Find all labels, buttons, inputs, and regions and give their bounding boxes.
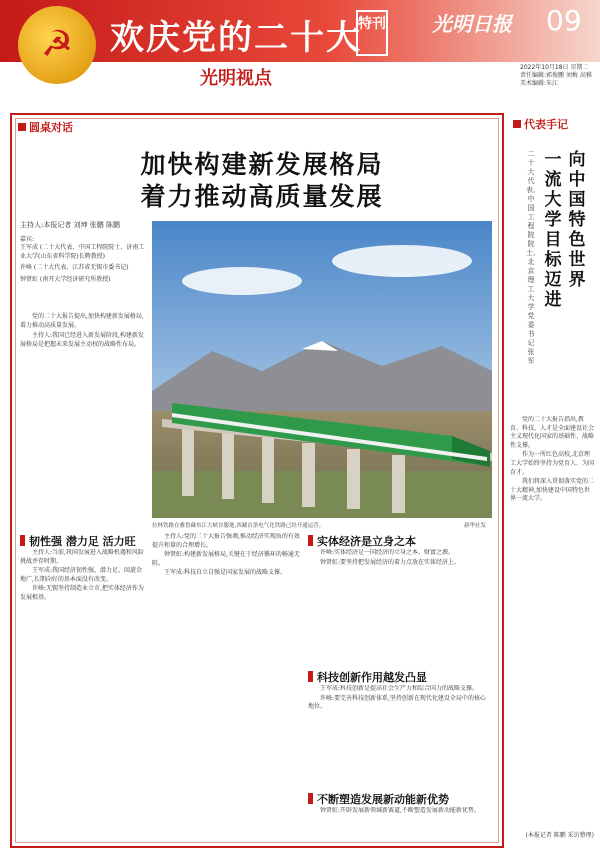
railway-photo-image (152, 221, 492, 518)
photo-credit: 新华社发 (464, 523, 487, 529)
intro-paragraph: 党的二十大报告提出,加快构建新发展格局,着力推动高质量发展。 (20, 313, 144, 329)
square-bullet-icon (18, 123, 26, 131)
section-body: 主持人:当前,我国发展进入战略机遇和风险挑战并存时期。 王军成:我国经济韧性强、潜力足、回旋余地广,长期向好的基本面没有改变。 许峰:无锡坚持制造业立市,把实体经济作为发展根基。 (20, 549, 144, 601)
section-heading: 不断塑造发展新动能新优势 (308, 791, 449, 807)
intro-body (20, 313, 145, 351)
guest-label: 嘉宾: (20, 235, 35, 243)
editor-line: 责任编辑:郭俊鹏 刘梅 高雅 (520, 72, 592, 79)
section-body: 主持人:党的二十大报告强调,推动经济实现质的有效提升和量的合理增长。 钟贤虹:构建新发展格局,关键在于经济循环的畅通无阻。 王军成:科技自立自强是国家发展的战略支撑。 (152, 533, 300, 577)
railway-photo (152, 221, 492, 518)
special-issue-title: 欢庆党的二十大 (110, 18, 362, 58)
headline-line-2: 着力推动高质量发展 (140, 182, 384, 211)
guest-item: 王军成 (二十大代表、中国工程院院士、济南工业大学(山东省科学院)长聘教授) (20, 244, 145, 260)
section-heading: 韧性强 潜力足 活力旺 (20, 533, 136, 549)
section-subtitle: 光明视点 (200, 68, 272, 89)
guest-item: 许峰 (二十大代表、江苏省无锡市委书记) (20, 264, 129, 272)
special-tag: 特刊 (356, 10, 388, 56)
square-bullet-icon (513, 120, 521, 128)
guest-item: 钟贤虹 (南开大学经济研究所教授) (20, 275, 111, 283)
date-line: 2022年10月18日 星期二 (520, 64, 589, 71)
section-heading: 科技创新作用越发凸显 (308, 669, 427, 685)
host-line: 主持人:本报记者 刘坤 张鹏 陈鹏 (20, 221, 121, 229)
section-body: 王军成:科技创新是提高社会生产力和综合国力的战略支撑。 许峰:要完善科技创新体系,坚持创新在现代化建设全局中的核心地位。 (308, 685, 486, 711)
roundtable-article (10, 113, 504, 848)
article-intro (20, 221, 145, 288)
photo-caption: 拉林铁路在雅鲁藏布江大峡谷腹地,西藏首条电气化铁路已经开通运营。 (152, 523, 325, 529)
newspaper-masthead: 光明日报 (432, 12, 512, 36)
edition-meta (520, 64, 600, 88)
party-emblem-icon: ☭ (18, 6, 96, 84)
section-heading: 实体经济是立身之本 (308, 533, 416, 549)
column-byline: 二十大代表、中国工程院院士、北京理工大学党委书记 张军 (526, 150, 540, 365)
proof-line: 美术编辑:朱江 (520, 80, 559, 87)
column-note: (本报记者 陈鹏 采访整理) (525, 832, 594, 839)
intro-paragraph: 主持人:我国已经进入新发展阶段,构建新发展格局是把握未来发展主动权的战略性布局。 (20, 332, 144, 348)
column-title-line-2: 一流大学目标迈进 (544, 150, 562, 310)
column-title-line-1: 向中国特色世界 (568, 150, 586, 290)
page-number: 09 (546, 4, 582, 37)
column-tag: 圆桌对话 (18, 119, 73, 135)
headline-line-1: 加快构建新发展格局 (140, 150, 384, 179)
section-body: 许峰:实体经济是一国经济的立身之本、财富之源。 钟贤虹:要坚持把发展经济的着力点放在实体经济上。 (320, 549, 461, 566)
section-body: 钟贤虹:开辟发展新领域新赛道,不断塑造发展新动能新优势。 (320, 807, 480, 814)
page-header (0, 0, 600, 96)
column-body: 党的二十大报告指出,教育、科技、人才是全面建设社会主义现代化国家的基础性、战略性支撑。 作为一所红色高校,北京理工大学始终坚持为党育人、为国育才。 我们将深入贯彻落实党的二十大精神,加快建设中国特色世界一流大学。 (510, 416, 594, 503)
representative-notes-tag: 代表手记 (513, 116, 568, 132)
